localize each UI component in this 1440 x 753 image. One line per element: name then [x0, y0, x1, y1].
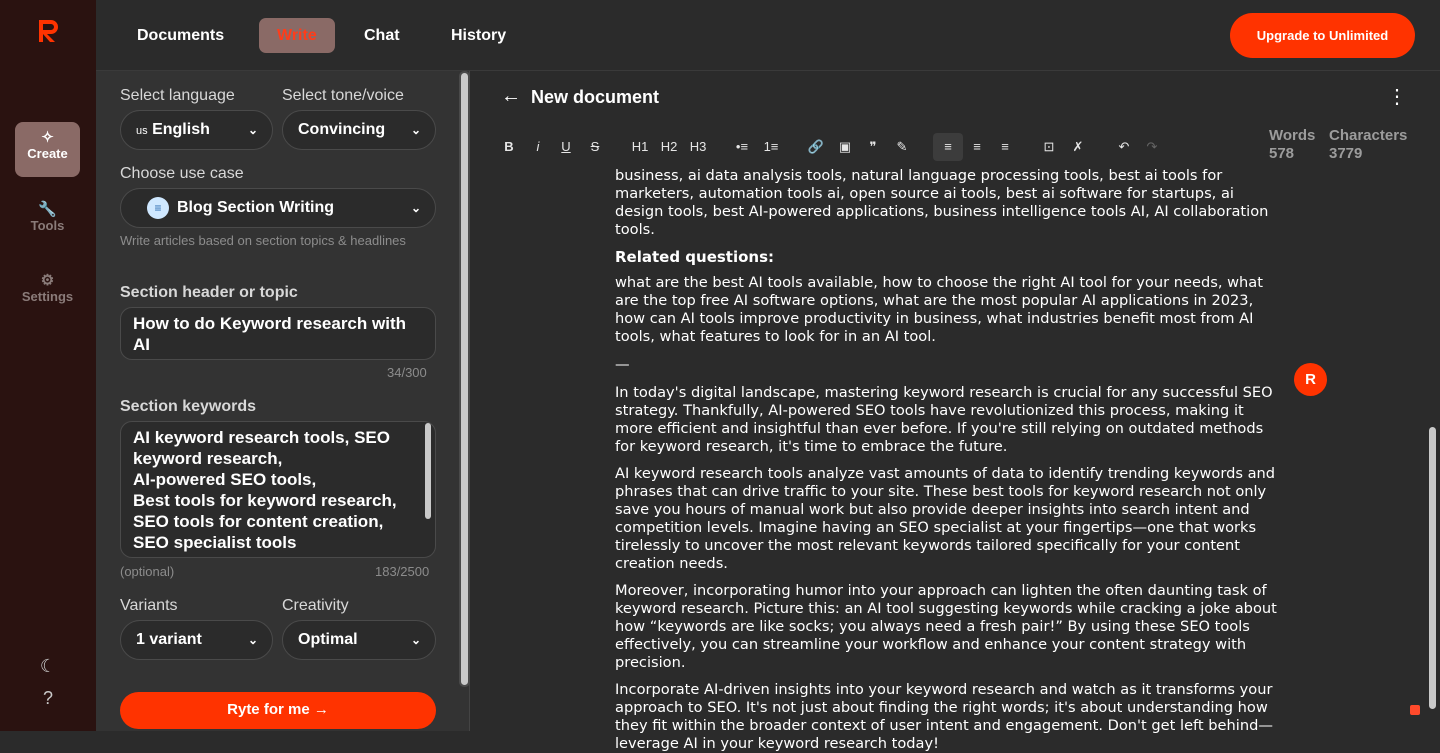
document-title[interactable]: New document [531, 87, 660, 107]
intro-paragraph: business, ai data analysis tools, natural language processing tools, best ai tools for marketers, automation tools ai, open source ai tools, best ai software for startups, ai design tools, best AI-powered applications, business intelligence tools AI, AI collaboration tools. [615, 167, 1269, 238]
language-select[interactable] [120, 110, 273, 150]
quote-icon[interactable]: ❞ [869, 139, 877, 154]
creativity-value: Optimal [298, 631, 358, 648]
wrench-icon: 🔧 [38, 201, 57, 218]
related-paragraph: what are the best AI tools available, how to choose the right AI tool for your needs, what are the top free AI software options, what are the most popular AI applications in 2023, how can AI tools improve productivity in business, what industries benefit most from AI tools, what features to look for in an AI tool. [615, 274, 1263, 345]
align-center-icon[interactable]: ≡ [973, 139, 981, 154]
underline-button[interactable]: U [561, 139, 571, 154]
topic-input[interactable]: How to do Keyword research with AI [120, 307, 436, 360]
moon-icon[interactable]: ☾ [39, 656, 57, 676]
tone-select[interactable] [282, 110, 436, 150]
flag-icon: us [136, 125, 148, 137]
rail-tools-label: Tools [30, 218, 65, 233]
keywords-scrollbar[interactable] [425, 423, 431, 519]
clear-format-icon[interactable]: ✗ [1072, 139, 1084, 154]
usecase-label: Choose use case [120, 165, 244, 182]
creativity-label: Creativity [282, 597, 349, 614]
keywords-optional: (optional) [120, 564, 175, 579]
select-all-icon[interactable]: ⊡ [1043, 139, 1055, 154]
body-paragraph: In today's digital landscape, mastering keyword research is crucial for any successful SEO strategy. Thankfully, AI-powered SEO tools have revolutionized this process, making it more efficient and insightful than ever before. If you're still relying on outdated methods for keyword research, it's time to embrace the future. [615, 384, 1273, 455]
chevron-down-icon: ⌄ [247, 633, 258, 647]
body-paragraph: Moreover, incorporating humor into your approach can lighten the often daunting task of keyword research. Picture this: an AI tool suggesting keywords while cracking a joke about how “keywords are like socks; you always need a fresh pair!” By using these SEO tools effectively, you can streamline your workflow and enhance your content strategy with precision. [615, 582, 1277, 671]
body-paragraph: Incorporate AI-driven insights into your keyword research and watch as it transforms your approach to SEO. It's not just about finding the right words; it's about understanding how they fit within the broader context of user intent and engagement. Don't get left behind—leverage AI in your keyword research today! [615, 681, 1273, 752]
italic-button[interactable]: i [536, 139, 540, 154]
rail-create-button[interactable] [15, 122, 80, 177]
chevron-down-icon: ⌄ [247, 123, 258, 137]
rail-create-label: Create [27, 146, 68, 161]
h2-button[interactable]: H2 [660, 139, 678, 154]
rytr-avatar[interactable]: R [1294, 363, 1327, 396]
editor-area [471, 71, 1440, 752]
keywords-label: Section keywords [120, 398, 257, 415]
characters-label: Characters [1329, 127, 1408, 144]
rail-tools-button[interactable] [15, 194, 80, 249]
align-left-icon[interactable]: ≡ [933, 133, 963, 161]
rail-settings-label: Settings [21, 289, 74, 304]
document-content[interactable] [615, 167, 1285, 752]
strike-button[interactable]: S [590, 139, 600, 154]
variants-select[interactable] [120, 620, 273, 660]
ryte-button[interactable] [120, 692, 436, 729]
usecase-value: Blog Section Writing [177, 199, 335, 216]
undo-icon[interactable]: ↶ [1118, 139, 1130, 154]
keywords-counter: 183/2500 [375, 564, 430, 579]
tab-chat[interactable]: Chat [364, 27, 400, 44]
status-indicator [1410, 705, 1420, 715]
chevron-down-icon: ⌄ [410, 633, 421, 647]
language-value: English [152, 121, 210, 138]
usecase-help: Write articles based on section topics & headlines [120, 233, 406, 248]
sliders-icon: ⚙ [40, 272, 55, 289]
ryte-label: Ryte for me [227, 701, 310, 718]
rytr-logo[interactable] [36, 18, 60, 44]
top-nav [96, 0, 1440, 71]
topic-label: Section header or topic [120, 284, 298, 301]
back-arrow-icon[interactable]: ← [501, 85, 521, 107]
document-icon: ≡ [147, 197, 169, 219]
image-icon[interactable]: ▣ [838, 139, 852, 154]
related-heading: Related questions: [615, 248, 775, 266]
body-paragraph: AI keyword research tools analyze vast amounts of data to identify trending keywords and phrases that can drive traffic to your site. These best tools for keyword research not only save you hours of manual work but also provide deeper insights into search intent and competition levels. Imagine having an SEO specialist at your fingertips—one that works tirelessly to uncover the most relevant keywords tailored specifically for your content creation needs. [615, 465, 1276, 572]
chevron-down-icon: ⌄ [410, 123, 421, 137]
words-label: Words [1269, 127, 1316, 144]
numbered-list-icon[interactable]: 1≡ [763, 139, 779, 154]
separator: — [615, 356, 630, 373]
tab-write[interactable]: Write [259, 18, 335, 53]
help-icon[interactable]: ? [42, 688, 53, 708]
left-rail [0, 0, 96, 731]
rail-settings-button[interactable] [15, 265, 80, 320]
redo-icon[interactable]: ↷ [1146, 139, 1158, 154]
keywords-input[interactable]: AI keyword research tools, SEO keyword research, AI-powered SEO tools, Best tools for keyword research, SEO tools for content creation, SEO specialist tools [120, 421, 436, 558]
panel-scrollbar-thumb[interactable] [461, 73, 468, 685]
usecase-select[interactable] [120, 188, 436, 228]
form-panel [96, 71, 470, 731]
highlight-icon[interactable]: ✎ [896, 139, 908, 154]
upgrade-button[interactable]: Upgrade to Unlimited [1230, 13, 1415, 58]
tab-history[interactable]: History [451, 27, 507, 44]
topic-counter: 34/300 [387, 365, 427, 380]
h1-button[interactable]: H1 [631, 139, 649, 154]
chevron-down-icon: ⌄ [410, 201, 421, 215]
words-value: 578 [1269, 145, 1295, 162]
editor-scrollbar-thumb[interactable] [1429, 427, 1436, 709]
h3-button[interactable]: H3 [689, 139, 707, 154]
align-right-icon[interactable]: ≡ [1001, 139, 1009, 154]
link-icon[interactable]: 🔗 [807, 139, 825, 154]
characters-value: 3779 [1329, 145, 1363, 162]
variants-value: 1 variant [136, 631, 202, 648]
bullet-list-icon[interactable]: •≡ [735, 139, 749, 154]
tab-documents[interactable]: Documents [137, 27, 225, 44]
creativity-select[interactable] [282, 620, 436, 660]
sparkle-icon: ✧ [41, 129, 54, 146]
tone-label: Select tone/voice [282, 87, 404, 104]
arrow-right-icon: → [313, 701, 329, 718]
bold-button[interactable]: B [504, 139, 514, 154]
more-options-icon[interactable]: ⋮ [1387, 86, 1407, 108]
variants-label: Variants [120, 597, 178, 614]
tone-value: Convincing [298, 121, 386, 138]
language-label: Select language [120, 87, 235, 104]
